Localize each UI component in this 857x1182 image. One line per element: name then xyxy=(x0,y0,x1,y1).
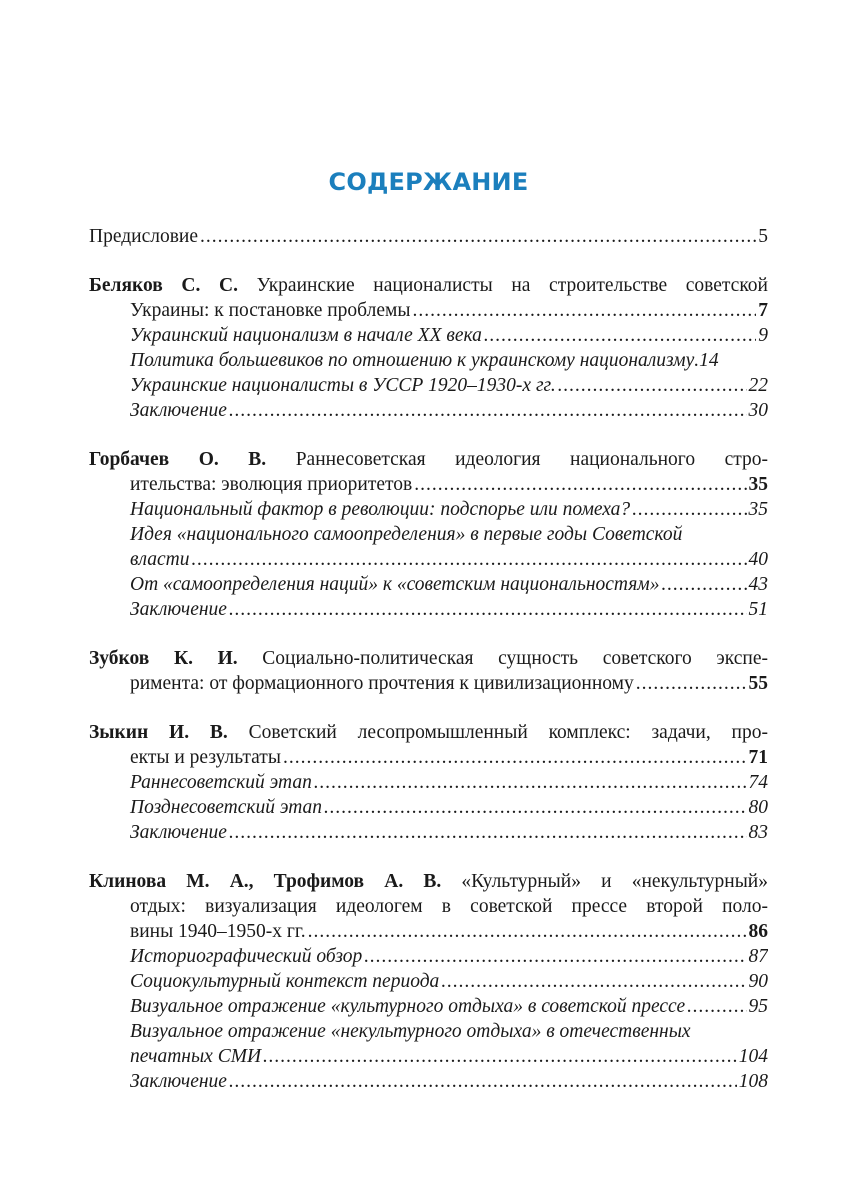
dot-leader xyxy=(632,497,746,522)
section-title: Визуальное отражение «культурного отдыха» в советской прессе xyxy=(130,996,686,1017)
toc-entry-section[interactable] xyxy=(89,820,768,845)
section-title-line[interactable]: Визуальное отражение «некультурного отдыха» в отечественных xyxy=(130,1021,691,1042)
article-title-line: вины 1940–1950-х гг. xyxy=(130,921,306,942)
article-title-line: Украины: к постановке проблемы xyxy=(130,300,411,321)
toc-entry-section[interactable] xyxy=(89,323,768,348)
toc-entry-section[interactable] xyxy=(89,348,768,373)
article-title-line: ительства: эволюция приоритетов xyxy=(130,474,413,495)
page-number: 87 xyxy=(748,946,768,967)
article-author: Зубков К. И. xyxy=(89,648,238,669)
page-number: 5 xyxy=(758,226,768,247)
toc-entry-section[interactable] xyxy=(89,994,768,1019)
toc-entry-article[interactable] xyxy=(89,919,768,944)
section-title-line[interactable]: Идея «национального самоопределения» в первые годы Советской xyxy=(130,524,683,545)
page-number: .14 xyxy=(694,350,719,371)
section-title: Заключение xyxy=(130,822,227,843)
section-title: власти xyxy=(130,549,190,570)
article-title-line[interactable]: отдых: визуализация идеологем в советской прессе второй поло- xyxy=(130,896,768,917)
page-number: 51 xyxy=(748,599,768,620)
article-heading[interactable] xyxy=(89,447,768,472)
section-title: Социокультурный контекст периода xyxy=(130,971,440,992)
dot-leader xyxy=(229,1069,737,1094)
page-number: 95 xyxy=(748,996,768,1017)
article-heading[interactable] xyxy=(89,273,768,298)
article-author: Клинова М. А., Трофимов А. В. xyxy=(89,871,442,892)
toc-entry-article[interactable] xyxy=(89,745,768,770)
article-title-line: Раннесоветская идеология национального стро- xyxy=(295,449,768,470)
page-number: 35 xyxy=(748,474,768,495)
dot-leader xyxy=(687,994,746,1019)
page-number: 43 xyxy=(748,574,768,595)
article-title-line: римента: от формационного прочтения к цивилизационному xyxy=(130,673,634,694)
article-title-line: «Культурный» и «некультурный» xyxy=(461,871,768,892)
dot-leader xyxy=(229,398,747,423)
page-number: 80 xyxy=(748,797,768,818)
toc-entry-section[interactable] xyxy=(89,497,768,522)
section-title: Украинские националисты в УССР 1920–1930-х гг. xyxy=(130,375,556,396)
dot-leader xyxy=(636,671,747,696)
article-author: Беляков С. С. xyxy=(89,275,238,296)
page-number: 30 xyxy=(748,400,768,421)
toc-entry-section[interactable] xyxy=(89,373,768,398)
toc-entry-section[interactable] xyxy=(89,597,768,622)
toc-entry-section[interactable] xyxy=(89,1069,768,1094)
article-heading[interactable] xyxy=(89,646,768,671)
article-title-line: Украинские националисты на строительстве советской xyxy=(256,275,768,296)
section-title: Украинский национализм в начале XX века xyxy=(130,325,482,346)
dot-leader xyxy=(308,919,747,944)
section-title: Раннесоветский этап xyxy=(130,772,312,793)
dot-leader xyxy=(263,1044,737,1069)
toc-entry-section[interactable] xyxy=(89,969,768,994)
article-author: Горбачев О. В. xyxy=(89,449,267,470)
page-number: 55 xyxy=(748,673,768,694)
page-number: 9 xyxy=(758,325,768,346)
section-title: печатных СМИ xyxy=(130,1046,262,1067)
page-number: 108 xyxy=(738,1071,768,1092)
toc-entry-section[interactable] xyxy=(89,1044,768,1069)
dot-leader xyxy=(200,224,756,249)
page-number: 83 xyxy=(748,822,768,843)
page-number: 7 xyxy=(758,300,768,321)
toc-entry-article[interactable] xyxy=(89,671,768,696)
page-number: 74 xyxy=(748,772,768,793)
toc-entry-article[interactable] xyxy=(89,472,768,497)
page-number: 71 xyxy=(748,747,768,768)
toc-entry-article[interactable] xyxy=(89,298,768,323)
dot-leader xyxy=(314,770,747,795)
toc-entry-section[interactable] xyxy=(89,795,768,820)
dot-leader xyxy=(229,597,747,622)
dot-leader xyxy=(283,745,747,770)
dot-leader xyxy=(414,472,746,497)
dot-leader xyxy=(364,944,746,969)
section-title: Политика большевиков по отношению к украинскому национализму xyxy=(130,350,695,371)
page-number: 22 xyxy=(748,375,768,396)
dot-leader xyxy=(441,969,746,994)
article-heading[interactable] xyxy=(89,869,768,894)
table-of-contents xyxy=(89,224,768,1094)
dot-leader xyxy=(229,820,747,845)
article-title-line: Советский лесопромышленный комплекс: задачи, про- xyxy=(248,722,768,743)
dot-leader xyxy=(412,298,756,323)
toc-entry-section[interactable] xyxy=(89,770,768,795)
dot-leader xyxy=(484,323,756,348)
page-number: 35 xyxy=(748,499,768,520)
page-number: 104 xyxy=(738,1046,768,1067)
page-title: СОДЕРЖАНИЕ xyxy=(328,168,529,196)
page-number: 40 xyxy=(748,549,768,570)
page-number: 86 xyxy=(748,921,768,942)
section-title: Позднесоветский этап xyxy=(130,797,323,818)
article-title-line: Социально-политическая сущность советского экспе- xyxy=(262,648,768,669)
entry-title: Предисловие xyxy=(89,226,199,247)
dot-leader xyxy=(324,795,746,820)
article-title-line: екты и результаты xyxy=(130,747,281,768)
toc-entry-section[interactable] xyxy=(89,547,768,572)
dot-leader xyxy=(558,373,747,398)
toc-entry-section[interactable] xyxy=(89,398,768,423)
section-title: От «самоопределения наций» к «советским национальностям» xyxy=(130,574,660,595)
toc-entry-preface[interactable] xyxy=(89,224,768,249)
article-author: Зыкин И. В. xyxy=(89,722,228,743)
page-number: 90 xyxy=(748,971,768,992)
dot-leader xyxy=(661,572,746,597)
section-title: Заключение xyxy=(130,599,227,620)
dot-leader xyxy=(191,547,746,572)
toc-entry-section[interactable] xyxy=(89,572,768,597)
section-title: Заключение xyxy=(130,1071,227,1092)
article-heading[interactable] xyxy=(89,720,768,745)
section-title: Историографический обзор xyxy=(130,946,363,967)
section-title: Заключение xyxy=(130,400,227,421)
toc-entry-section[interactable] xyxy=(89,944,768,969)
section-title: Национальный фактор в революции: подспорье или помеха? xyxy=(130,499,631,520)
